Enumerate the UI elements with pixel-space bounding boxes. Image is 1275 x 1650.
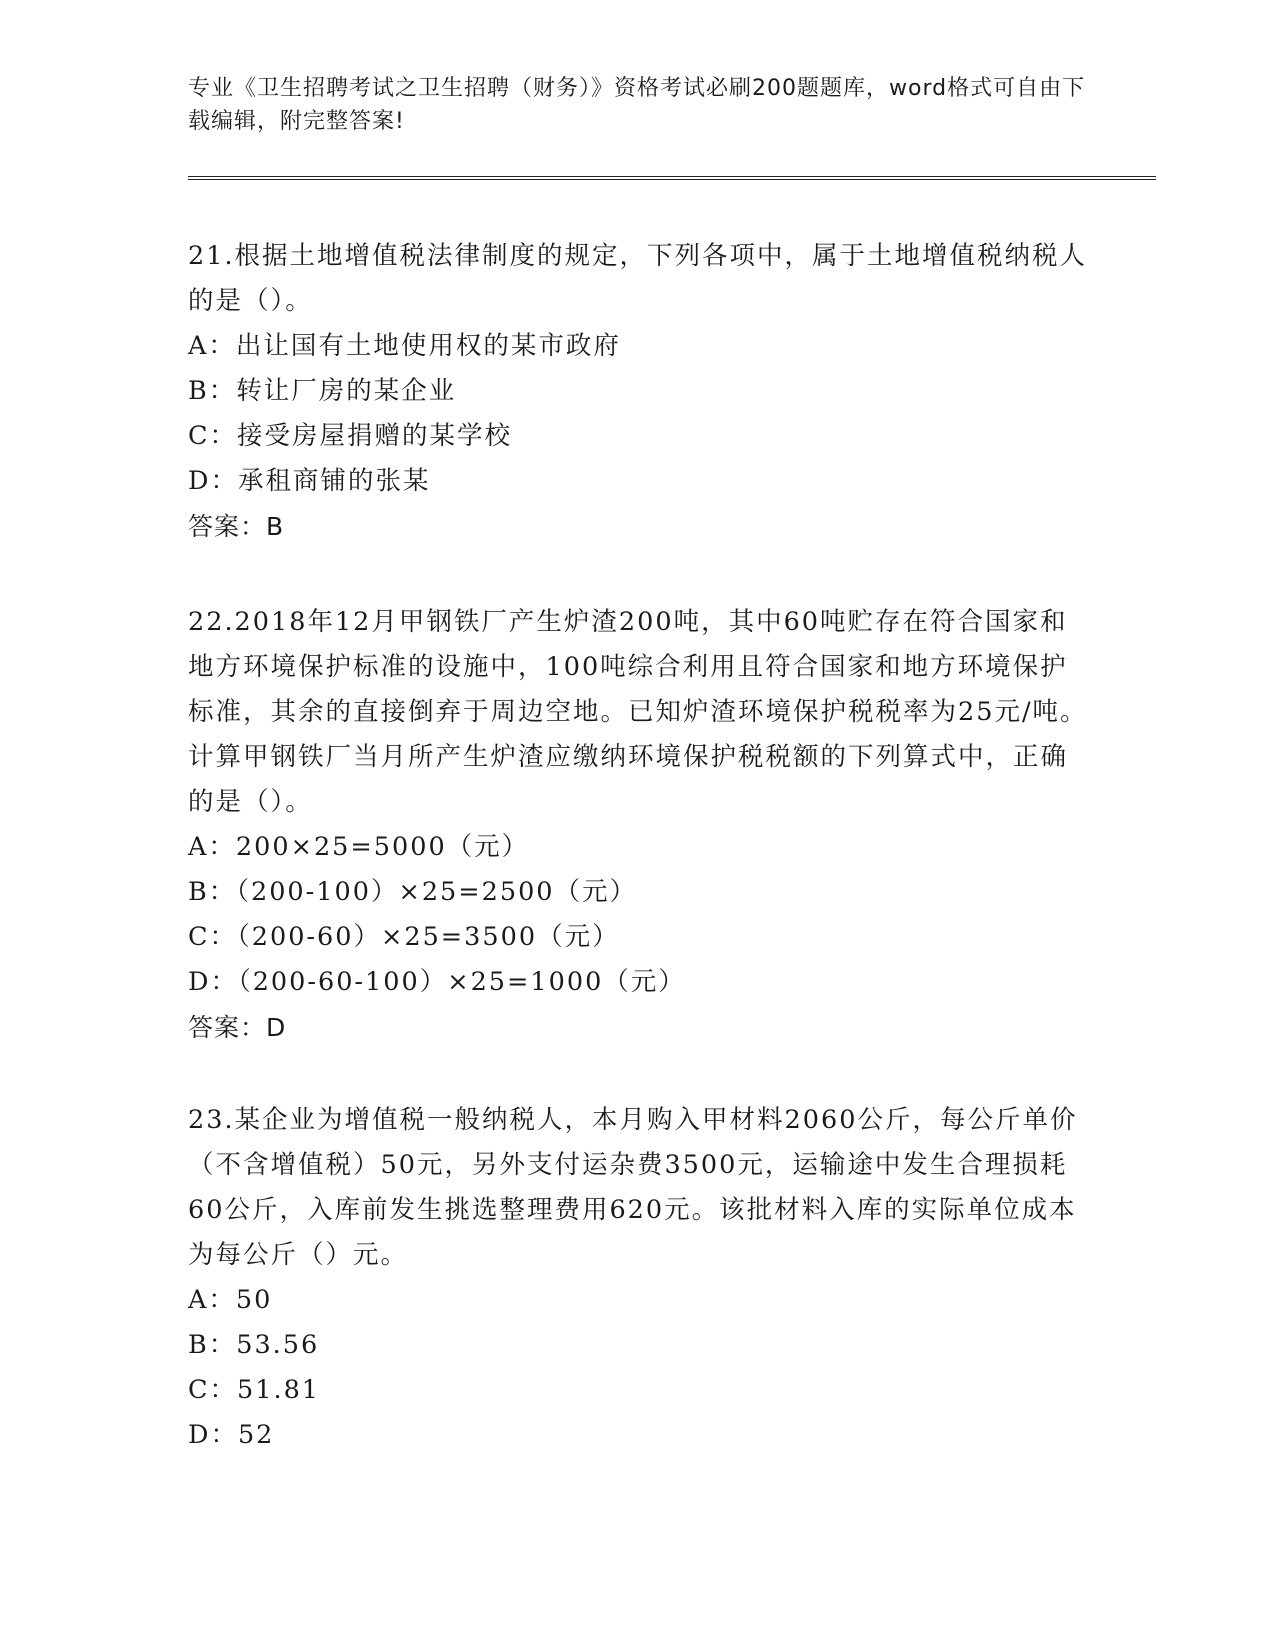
answer-line: 答案：D	[188, 1013, 287, 1042]
option-d: D：52	[188, 1420, 275, 1450]
question-23	[188, 1098, 1088, 1458]
option-a: A：50	[188, 1285, 273, 1315]
question-stem: 22.2018年12月甲钢铁厂产生炉渣200吨，其中60吨贮存在符合国家和地方环境保护标准的设施中，100吨综合利用且符合国家和地方环境保护标准，其余的直接倒弃于周边空地。已知炉渣环境保护税税率为25元/吨。计算甲钢铁厂当月所产生炉渣应缴纳环境保护税税额的下列算式中，正确的是（）。	[188, 607, 1088, 817]
answer-line: 答案：B	[188, 512, 285, 541]
question-21	[188, 234, 1088, 549]
option-d: D：（200-60-100）×25=1000（元）	[188, 967, 686, 997]
option-a: A：出让国有土地使用权的某市政府	[188, 331, 621, 361]
option-b: B：53.56	[188, 1330, 320, 1360]
option-c: C：（200-60）×25=3500（元）	[188, 922, 620, 952]
option-d: D：承租商铺的张某	[188, 466, 431, 496]
option-b: B：转让厂房的某企业	[188, 376, 457, 406]
header-divider	[188, 176, 1156, 180]
option-c: C：接受房屋捐赠的某学校	[188, 421, 513, 451]
question-stem: 21.根据土地增值税法律制度的规定，下列各项中，属于土地增值税纳税人的是（）。	[188, 241, 1088, 316]
option-c: C：51.81	[188, 1375, 321, 1405]
option-a: A：200×25=5000（元）	[188, 832, 530, 862]
question-stem: 23.某企业为增值税一般纳税人，本月购入甲材料2060公斤，每公斤单价（不含增值税）50元，另外支付运杂费3500元，运输途中发生合理损耗60公斤，入库前发生挑选整理费用620元。该批材料入库的实际单位成本为每公斤（）元。	[188, 1105, 1078, 1270]
question-22	[188, 600, 1088, 1050]
option-b: B：（200-100）×25=2500（元）	[188, 877, 638, 907]
document-header: 专业《卫生招聘考试之卫生招聘（财务）》资格考试必刷200题题库，word格式可自由下载编辑，附完整答案!	[188, 76, 1086, 134]
